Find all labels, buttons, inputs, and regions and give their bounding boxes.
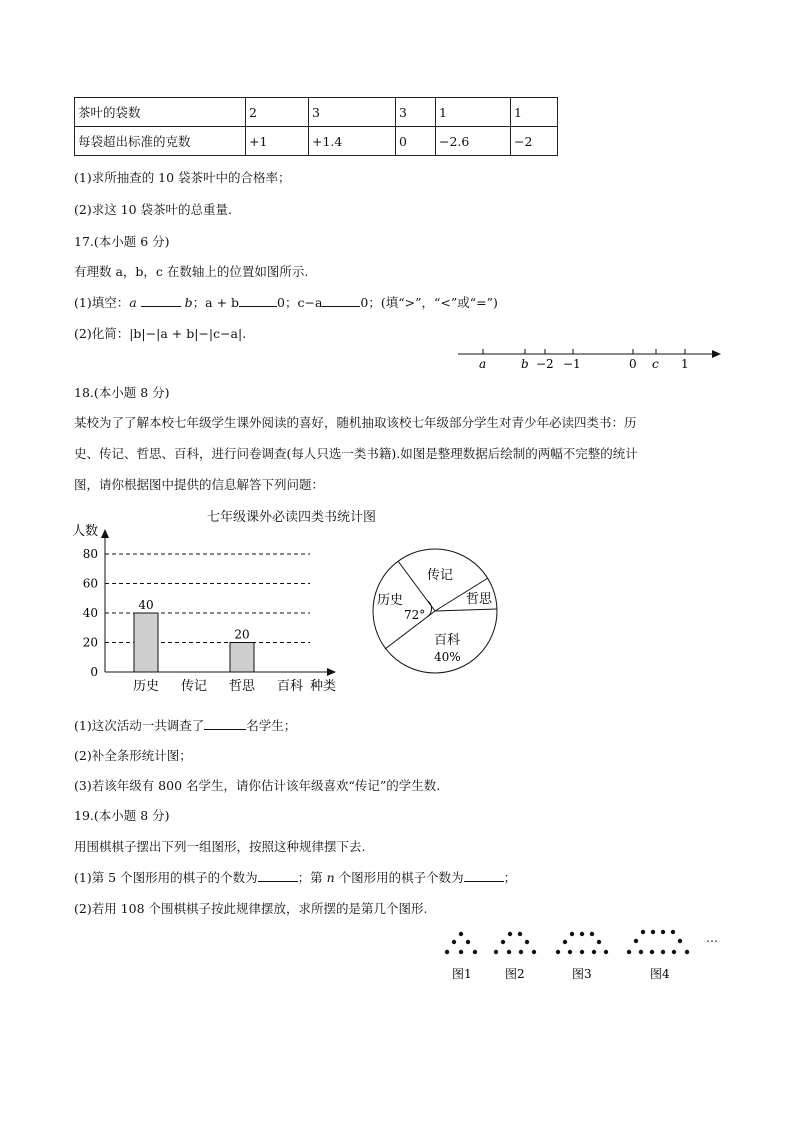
ellipsis: … — [706, 931, 718, 945]
q18-part3: (3)若该年级有 800 名学生，请你估计该年级喜欢“传记”的学生数. — [74, 778, 441, 793]
label-minus-1: −1 — [563, 357, 581, 371]
number-line — [455, 343, 725, 373]
pie-label-biography: 传记 — [427, 568, 454, 583]
q17-stem: 有理数 a，b，c 在数轴上的位置如图所示. — [74, 264, 309, 279]
q17-part2: (2)化简：|b|−|a + b|−|c−a|. — [74, 326, 247, 341]
pie-annotation-40pct: 40% — [434, 650, 461, 664]
label-c: c — [652, 357, 659, 371]
table-cell: +1.4 — [309, 127, 396, 156]
q19-title: 19.(本小题 8 分) — [74, 808, 170, 823]
q19-part1-pre: (1)第 5 个图形用的棋子的个数为 — [74, 870, 258, 885]
figure-3-dots — [556, 932, 608, 954]
figure-2-dots — [494, 932, 536, 954]
y-tick-label: 0 — [90, 665, 98, 679]
q17-fill-prefix: (1)填空： — [74, 295, 130, 310]
y-tick-label: 20 — [82, 635, 98, 650]
q19-part1-mid: ；第 — [297, 870, 323, 885]
label-minus-2: −2 — [536, 357, 554, 371]
pie-label-philosophy: 哲思 — [466, 592, 493, 607]
x-tick-label: 传记 — [180, 679, 208, 694]
q18-part1-pre: (1)这次活动一共调查了 — [74, 718, 205, 733]
answer-blank[interactable] — [204, 717, 246, 730]
table-cell: −2.6 — [436, 127, 511, 156]
q16-part1: (1)求所抽查的 10 袋茶叶中的合格率； — [74, 170, 291, 185]
y-axis-label: 人数 — [72, 524, 99, 539]
x-axis-label: 种类 — [310, 679, 337, 694]
x-tick-label: 历史 — [132, 679, 160, 694]
table-cell: 3 — [309, 98, 396, 127]
q18-title: 18.(本小题 8 分) — [74, 385, 170, 400]
x-tick-label: 哲思 — [228, 679, 256, 694]
y-axis-arrow — [101, 529, 109, 538]
label-a: a — [479, 357, 487, 371]
figure-4-dots — [627, 930, 689, 954]
q16-part2: (2)求这 10 袋茶叶的总重量. — [74, 202, 233, 217]
var-b: b — [184, 295, 193, 310]
answer-blank[interactable] — [239, 294, 277, 307]
answer-blank[interactable] — [141, 294, 181, 307]
answer-blank[interactable] — [322, 294, 360, 307]
y-tick-label: 60 — [82, 576, 98, 591]
table-row — [75, 98, 558, 127]
q17-fill-mid2: 0；c−a — [277, 295, 323, 310]
q18-part2: (2)补全条形统计图； — [74, 748, 192, 763]
figure-3-label: 图3 — [572, 967, 592, 981]
table-cell: 茶叶的袋数 — [75, 98, 246, 127]
table-cell: 每袋超出标准的克数 — [75, 127, 246, 156]
figure-1-dots — [445, 932, 477, 954]
table-cell: −2 — [511, 127, 558, 156]
figure-2-label: 图2 — [505, 967, 525, 981]
pattern-figures — [438, 922, 728, 984]
q17-fill-mid1: ；a + b — [192, 295, 240, 310]
axis-arrow — [712, 350, 721, 358]
table-cell: 1 — [511, 98, 558, 127]
label-b: b — [521, 357, 529, 371]
figure-4-label: 图4 — [650, 967, 670, 981]
table-cell: 3 — [396, 98, 436, 127]
y-tick-label: 40 — [82, 606, 98, 620]
x-axis-arrow — [327, 668, 336, 676]
data-label: 20 — [234, 627, 250, 642]
table-cell: 1 — [436, 98, 511, 127]
table-cell: 0 — [396, 127, 436, 156]
q18-stem-line3: 图，请你根据图中提供的信息解答下列问题： — [74, 477, 325, 492]
figure-title: 七年级课外必读四类书统计图 — [207, 510, 377, 525]
q19-part1 — [74, 868, 516, 886]
q18-stem-line2: 史、传记、哲思、百科，进行问卷调查(每人只选一类书籍).如图是整理数据后绘制的两幅不完整的统计 — [74, 446, 638, 461]
table-cell: +1 — [246, 127, 309, 156]
answer-blank[interactable] — [464, 869, 504, 882]
label-zero: 0 — [629, 357, 637, 371]
pie-annotation-72: 72° — [404, 608, 426, 622]
figure-1-label: 图1 — [452, 967, 472, 981]
label-one: 1 — [681, 357, 689, 371]
x-tick-label: 百科 — [276, 679, 304, 694]
table-cell: 2 — [246, 98, 309, 127]
bar — [134, 613, 158, 672]
bar-chart — [60, 516, 360, 702]
var-a: a — [129, 295, 137, 310]
q19-part1-mid2: 个图形用的棋子个数为 — [338, 870, 464, 885]
q19-stem: 用围棋棋子摆出下列一组图形，按照这种规律摆下去. — [74, 839, 366, 854]
pie-chart — [370, 548, 510, 678]
pie-label-history: 历史 — [377, 593, 404, 608]
tea-data-table — [74, 97, 558, 156]
q18-part1-post: 名学生； — [246, 718, 297, 733]
data-label: 40 — [138, 598, 154, 612]
q18-part1 — [74, 716, 296, 734]
pie-label-encyclopedia: 百科 — [434, 633, 461, 648]
q19-part2: (2)若用 108 个围棋棋子按此规律摆放，求所摆的是第几个图形. — [74, 901, 428, 916]
q18-stem-line1: 某校为了了解本校七年级学生课外阅读的喜好，随机抽取该校七年级部分学生对青少年必读四类书：历 — [74, 415, 637, 430]
q19-part1-end: ； — [503, 870, 517, 885]
answer-blank[interactable] — [258, 869, 298, 882]
q17-title: 17.(本小题 6 分) — [74, 234, 170, 249]
var-n: n — [326, 870, 335, 885]
pie-divider — [435, 609, 497, 611]
bar — [230, 643, 254, 673]
y-tick-label: 80 — [82, 547, 98, 561]
q17-fill-end: 0；(填“>”，“<”或“=”) — [360, 295, 498, 310]
q17-part1 — [74, 293, 498, 311]
table-row — [75, 127, 558, 156]
